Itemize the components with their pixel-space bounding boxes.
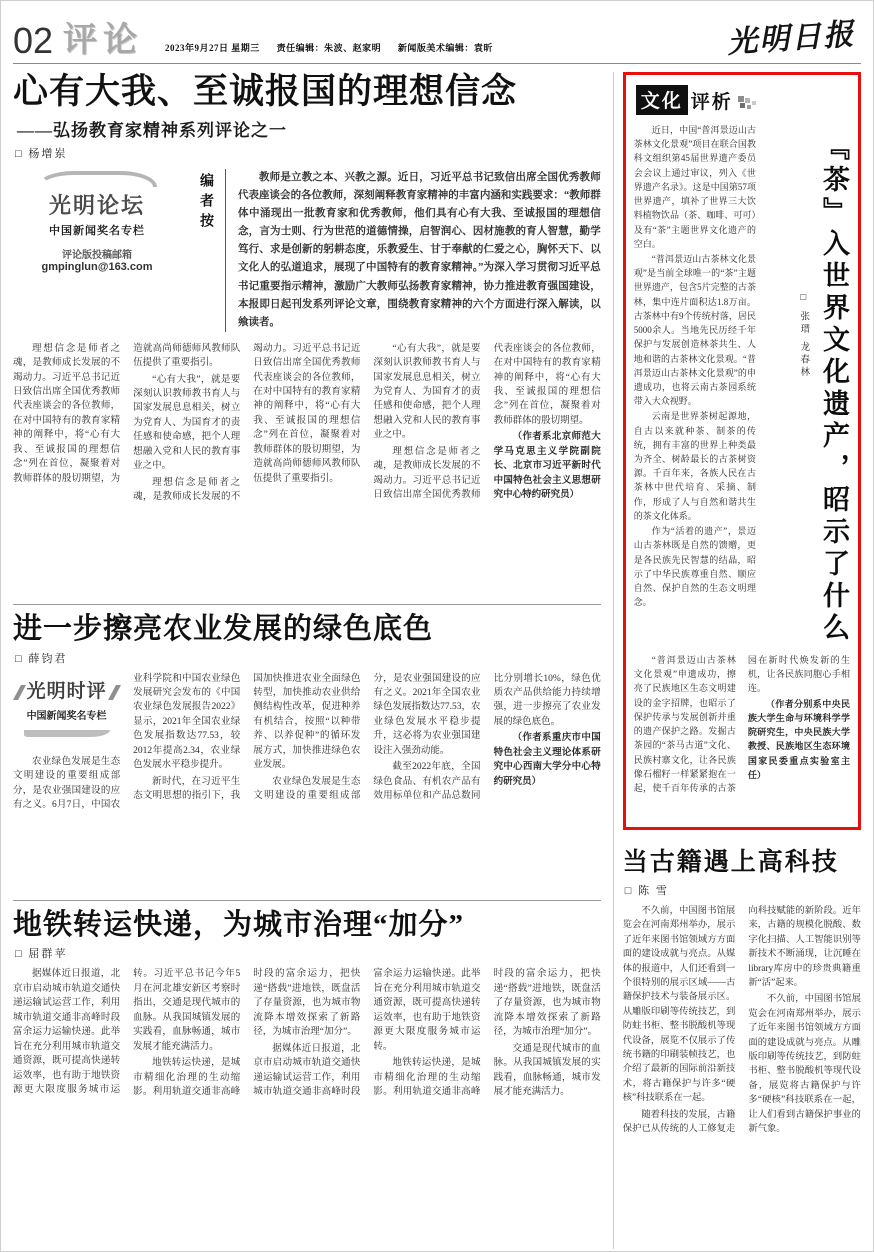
- forum-subtitle: 中国新闻奖名专栏: [49, 225, 145, 238]
- guangming-shiping-box: [13, 674, 120, 745]
- edition-editors: 责任编辑：朱波、赵家明: [276, 43, 382, 53]
- culture-review-text-top: [634, 123, 762, 647]
- article-divider: [13, 604, 601, 605]
- page-body: [13, 72, 861, 1249]
- article-books: [623, 842, 861, 1204]
- body-paragraph: 作为“活着的遗产”，景迈山古茶林既是自然的馈赠，更是各民族先民智慧的结晶，昭示了中华民族尊重自然、顺应自然、保护自然的生态文明理念。: [633, 526, 756, 608]
- article-main-subtitle: ——弘扬教育家精神系列评论之一: [17, 121, 287, 141]
- body-paragraph: “心有大我”，就是要深刻认识教师教书育人与国家发展息息相关，树立为党育人、为国育才的责任感和使命感，把个人理想融入党和人民的教育事业之中。: [373, 343, 481, 441]
- article-books-title: 当古籍遇上高科技: [622, 849, 839, 876]
- body-paragraph: 近日，中国“普洱景迈山古茶林文化景观”项目在联合国教科文组织第45届世界遗产委员会会议上通过审议，列入《世界遗产名录》。这是中国第57项世界遗产，填补了世界三大饮料植物饮品（茶、咖啡、可可）及有“茶”主题世界文化遗产的空白。: [633, 125, 756, 249]
- editor-note-divider: [225, 169, 226, 331]
- body-paragraph: 地铁转运快递，是城市精细化治理的生动缩影。利用轨道交通非高峰时段的富余运力，把快递“搭载”进地铁，既盘活了存量资源，也为城市物流降本增效探索了新路径，为城市治理“加分”。: [133, 969, 361, 1097]
- edition-meta: [165, 41, 507, 57]
- masthead-logo: 光明日报: [726, 16, 857, 61]
- article-main: [13, 72, 601, 594]
- editor-note-row: [13, 169, 601, 331]
- body-paragraph: 理想信念是师者之魂，是教师成长发展的不竭动力。习近平总书记近日致信出席全国优秀教师代表座谈会的各位教师，在对中国特有的教育家精神的阐释中，将“心有大我、至诚报国的理想信念”列在首位，凝聚着对教师群体的殷切期望。: [373, 343, 601, 501]
- body-paragraph: 新时代，在习近平生态文明思想的指引下，我国加快推进农业全面绿色转型，加快推动农业供给侧结构性改革，促进种养有机结合，按照“以种带养、以养促种”的循环发展方式，加快推进绿色农业发展。: [133, 673, 361, 802]
- vertical-title-wrap: [816, 123, 850, 647]
- body-paragraph: 不久前，中国图书馆展览会在河南郑州举办，展示了近年来图书馆领域方方面面的建设成就与亮点。从雕版印刷等传统技艺，到防蛀书柜、整书脱酸机等现代设备，展览将古籍保护与许多“硬核”科技联系在一起，让人们看到古籍保护事业的新气象。: [748, 994, 861, 1135]
- forum-mail-label: 评论版投稿邮箱: [62, 250, 132, 262]
- pixel-mosaic-icon: [738, 96, 760, 112]
- article-green-byline: □ 薛钧君: [15, 652, 68, 665]
- body-paragraph: 截至2022年底，全国绿色食品、有机农产品有效用标单位和产品总数同比分别增长10%，绿色优质农产品供给能力持续增强，进一步擦亮了农业发展的绿色底色。: [373, 673, 601, 802]
- culture-review-title: 『茶』入世界文化遗产，昭示了什么: [819, 133, 849, 645]
- article-main-byline: □ 杨增岽: [15, 148, 68, 161]
- article-books-byline: □ 陈 雪: [624, 885, 669, 897]
- body-paragraph: 据媒体近日报道，北京市启动城市轨道交通快递运输试运营工作，利用城市轨道交通非高峰时段富余运力运输快递。此举旨在充分利用城市轨道交通资源，既可提高快递转运效率，也有助于地铁资源更大限度服务城市运转。: [253, 969, 481, 1097]
- right-column: [613, 72, 861, 1249]
- editor-note-label: 编者按: [198, 173, 213, 234]
- forum-mail-address[interactable]: gmpinglun@163.com: [41, 261, 153, 274]
- swoosh-decoration: [24, 730, 110, 737]
- slash-decoration-icon: [108, 685, 121, 700]
- author-attribution: （作者系重庆市中国特色社会主义理论体系研究中心西南大学分中心特约研究员）: [493, 733, 601, 787]
- body-paragraph: 理想信念是师者之魂，是教师成长发展的不竭动力。习近平总书记近日致信出席全国优秀教师代表座谈会的各位教师，在对中国特有的教育家精神的阐释中，将“心有大我、至诚报国的理想信念”列在首位，凝聚着对教师群体的殷切期望，为造就高尚师德师风教师队伍提供了重要指引。: [133, 343, 361, 503]
- body-paragraph: “普洱景迈山古茶林文化景观”是当前全球唯一的“茶”主题世界遗产，包含5片完整的古茶林，集中连片面积达1.8万亩。古茶林中有9个传统村落，居民5000余人。当地先民历经千年保护与发展创造林茶共生、人地和谐的古茶林文化景观。“普洱景迈山古茶林文化景观”的申遗成功，也将云南古茶园系统带入大众视野。: [633, 253, 756, 407]
- header-rule: [13, 63, 861, 64]
- kicker-rest-label: 评析: [690, 91, 733, 113]
- culture-review-byline: □ 张瑨 龙春林: [798, 293, 809, 380]
- body-paragraph: 交通是现代城市的血脉。从我国城镇发展的实践看，血脉畅通，城市发展才能充满活力。: [493, 1043, 601, 1097]
- culture-review-box: [623, 72, 861, 830]
- article-metro-title: 地铁转运快递，为城市治理“加分”: [13, 908, 465, 941]
- page-number: 02: [13, 19, 54, 61]
- body-paragraph: “心有大我”，就是要深刻认识教师教书育人与国家发展息息相关，树立为党育人、为国育才的责任感和使命感，把个人理想融入党和人民的教育事业之中。: [133, 374, 241, 472]
- body-paragraph: 农业绿色发展是生态文明建设的重要组成部分，是农业强国建设的应有之义。6月7日，中国农业科学院和中国农业绿色发展研究会发布的《中国农业绿色发展报告2022》显示，2021年全国农业绿色发展指数达77.53，较2012年提高2.34，农业绿色发展水平稳步提升。: [13, 673, 241, 810]
- article-main-title: 心有大我、至诚报国的理想信念: [13, 72, 518, 111]
- left-column: [13, 72, 601, 1249]
- article-metro-byline: □ 屈群苹: [15, 948, 68, 961]
- guangming-forum-box: [13, 169, 181, 331]
- forum-arc-decoration: [37, 171, 157, 187]
- body-paragraph: “普洱景迈山古茶林文化景观”申遗成功，擦亮了民族地区生态文明建设的金字招牌，也昭示了保护传承与发展创新并重的遗产保护之路。发掘古茶园的“茶马古道”文化、民族村寨文化，让各民族像石榴籽一样紧紧抱在一起，使千百年传承的古茶园在新时代焕发新的生机，让各民族同胞心手相连。: [633, 655, 850, 793]
- article-green: [13, 614, 601, 890]
- article-green-title: 进一步擦亮农业发展的绿色底色: [13, 612, 434, 645]
- body-paragraph: 理想信念是师者之魂，是教师成长发展的不竭动力。习近平总书记近日致信出席全国优秀教师代表座谈会的各位教师，在对中国特有的教育家精神的阐释中，将“心有大我、至诚报国的理想信念”列在首位，凝聚着对教师群体的殷切期望，为造就高尚师德师风教师队伍提供了重要指引。: [13, 343, 241, 484]
- body-paragraph: 不久前，中国图书馆展览会在河南郑州举办，展示了近年来图书馆领域方方面面的建设成就与亮点。从媒体的报道中，人们还看到一个很特别的展示区域——古籍保护技术与装备展示区。从雕版印刷等传统技艺，到防蛀书柜、整书脱酸机等现代设备，展览不仅展示了传统书籍的印刷装帧技艺，也介绍了最新的国际前沿新技术，将古籍保护与许多“硬核”科技联系在一起。: [622, 906, 736, 1104]
- kicker-black-label: 文化: [636, 85, 688, 115]
- culture-review-text-bottom: [634, 653, 850, 821]
- body-paragraph: 农业绿色发展是生态文明建设的重要组成部分，是农业强国建设的应有之义。2021年全国农业绿色发展指数达77.53，农业绿色发展水平稳步提升，这必将为农业强国建设注入强劲动能。: [253, 673, 481, 802]
- body-paragraph: 云南是世界茶树起源地，自古以来就种茶、制茶的传统，拥有丰富的世界上种类最为齐全、树龄最长的古茶树资源。千百年来，各族人民在古茶林中世代培育、采摘、制作，形成了人与自然和谐共生的茶文化体系。: [633, 411, 756, 521]
- section-title: 评论: [63, 22, 144, 60]
- editor-note-text: 教师是立教之本、兴教之源。近日，习近平总书记致信出席全国优秀教师代表座谈会的各位教师，深刻阐释教育家精神的丰富内涵和实践要求：“教师群体中涌现出一批教育家和优秀教师，他们具有心有大我、至诚报国的理想信念，言为士则、行为世范的道德情操，启智润心、因材施教的育人智慧，勤学笃行、求是创新的躬耕态度，乐教爱生、甘于奉献的仁爱之心，胸怀天下、以文化人的弘道追求，展现了中国特有的教育家精神。”为深入学习贯彻习近平总书记重要指示精神，激励广大教师弘扬教育家精神，协力推进教育强国建设，本报即日起刊发系列评论文章，围绕教育家精神的六个方面进行深入解读，以飨读者。: [238, 172, 601, 328]
- culture-review-kicker: [636, 85, 850, 115]
- culture-review-upper: [634, 123, 850, 647]
- page-header: [13, 11, 861, 61]
- shiping-title-row: [13, 678, 120, 707]
- shiping-subtitle: 中国新闻奖名专栏: [26, 711, 107, 723]
- article-divider: [13, 900, 601, 901]
- article-green-body: [13, 672, 601, 890]
- shiping-title: 光明时评: [26, 680, 107, 702]
- slash-decoration-icon: [13, 685, 26, 700]
- body-paragraph: 随着科技的发展，古籍保护已从传统的人工修复走向科技赋能的新阶段。近年来，古籍的规模化脱酸、数字化扫描、人工智能识别等新技术不断涌现，让沉睡在library库房中的珍贵典籍重新“活”起来。: [622, 906, 861, 1135]
- edition-date: 2023年9月27日 星期三: [165, 43, 260, 53]
- body-paragraph: 据媒体近日报道，北京市启动城市轨道交通快递运输试运营工作，利用城市轨道交通非高峰时段富余运力运输快递。此举旨在充分利用城市轨道交通资源，既可提高快递转运效率，也有助于地铁资源更大限度服务城市运转。习近平总书记今年5月在河北雄安新区考察时指出，交通是现代城市的血脉。从我国城镇发展的实践看，血脉畅通，城市发展才能充满活力。: [13, 969, 241, 1095]
- article-books-body: [623, 904, 861, 1204]
- author-attribution: （作者系北京师范大学马克思主义学院副院长、北京市习近平新时代中国特色社会主义思想研究中心特约研究员）: [493, 432, 601, 501]
- article-metro: [13, 910, 601, 1250]
- edition-art-editor: 新闻版美术编辑：袁昕: [397, 43, 493, 53]
- body-paragraph: 地铁转运快递，是城市精细化治理的生动缩影。利用轨道交通非高峰时段的富余运力，把快递“搭载”进地铁，既盘活了存量资源，也为城市物流降本增效探索了新路径，为城市治理“加分”。: [373, 969, 601, 1097]
- body-paragraph: （作者分别系中央民族大学生命与环境科学学院研究生，中央民族大学教授、民族地区生态环境国家民委重点实验室主任）: [747, 698, 850, 780]
- article-main-body: [13, 342, 601, 594]
- article-metro-body: [13, 967, 601, 1249]
- forum-title: 光明论坛: [48, 193, 145, 219]
- culture-review-headline-zone: [762, 123, 850, 647]
